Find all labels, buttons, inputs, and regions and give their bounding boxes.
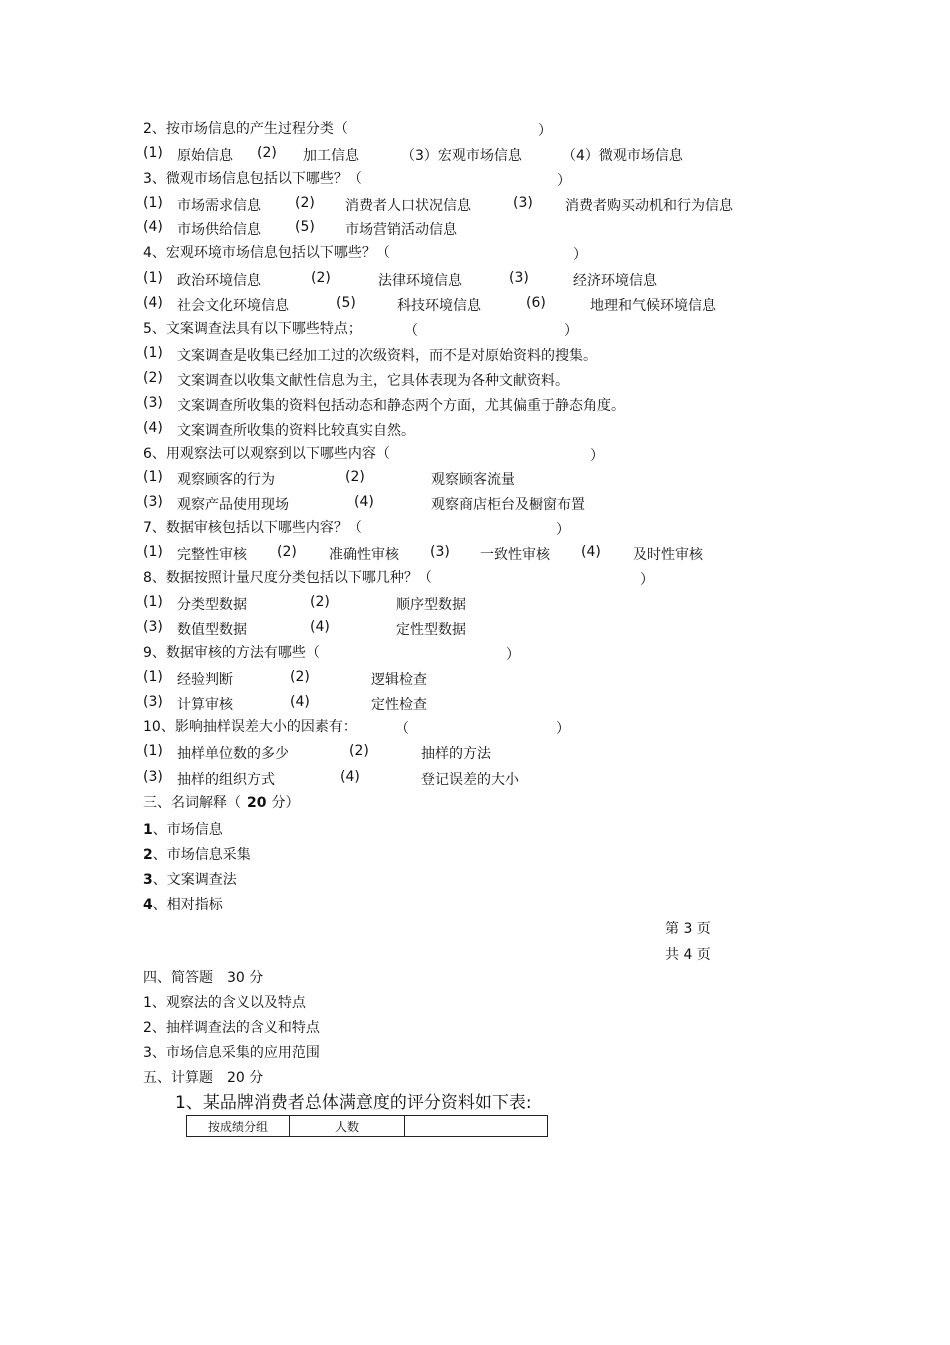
q8-opt1-num: (1) xyxy=(143,594,163,610)
q7-opt2: 准确性审核 xyxy=(329,547,399,563)
q2-opt3: （3）宏观市场信息 xyxy=(401,148,522,164)
q10-opt2-num: (2) xyxy=(349,743,369,759)
q5-open-paren: （ xyxy=(404,323,418,339)
sec3-item-text: 、市场信息 xyxy=(152,822,223,838)
q6-opt3-num: (3) xyxy=(143,494,163,510)
q10-opt2: 抽样的方法 xyxy=(421,746,491,762)
table-row xyxy=(187,1116,548,1137)
q4-opt6: 地理和气候环境信息 xyxy=(590,298,716,314)
sec4-item-1: 1、观察法的含义以及特点 xyxy=(143,995,306,1011)
q9-opt3: 计算审核 xyxy=(177,697,233,713)
q5-opt4-num: (4) xyxy=(143,420,163,436)
q8-title: 8、数据按照计量尺度分类包括以下哪几种？（ xyxy=(143,570,432,586)
sec5-heading xyxy=(143,1069,263,1087)
q3-opt4-num: (4) xyxy=(143,219,163,235)
q5-title: 5、文案调查法具有以下哪些特点； xyxy=(143,321,362,337)
q4-opt2: 法律环境信息 xyxy=(378,273,462,289)
q7-opt3-num: (3) xyxy=(430,544,450,560)
q3-opt1-num: (1) xyxy=(143,195,163,211)
q9-opt4-num: (4) xyxy=(290,694,310,710)
sec3-item-1 xyxy=(143,821,223,839)
table-header-empty xyxy=(405,1116,548,1137)
q4-opt5-num: (5) xyxy=(336,295,356,311)
q8-opt4: 定性型数据 xyxy=(396,622,466,638)
q6-opt1: 观察顾客的行为 xyxy=(177,472,275,488)
q6-opt2: 观察顾客流量 xyxy=(431,472,515,488)
sec4-heading xyxy=(143,969,263,987)
q10-opt3: 抽样的组织方式 xyxy=(177,772,275,788)
q8-opt2-num: (2) xyxy=(310,594,330,610)
sec3-item-3 xyxy=(143,871,237,889)
q10-close-paren: ） xyxy=(556,721,570,737)
q4-close-paren: ） xyxy=(573,247,587,263)
page-total: 共 4 页 xyxy=(665,947,711,963)
q7-opt4: 及时性审核 xyxy=(633,547,703,563)
sec3-item-text: 、相对指标 xyxy=(152,897,223,913)
sec3-title: 三、名词解释（ xyxy=(143,795,241,811)
q6-opt2-num: (2) xyxy=(345,469,365,485)
q9-opt1-num: (1) xyxy=(143,669,163,685)
q4-opt2-num: (2) xyxy=(311,270,331,286)
q7-opt2-num: (2) xyxy=(277,544,297,560)
q4-opt4-num: (4) xyxy=(143,295,163,311)
q8-opt1: 分类型数据 xyxy=(177,597,247,613)
q2-opt4: （4）微观市场信息 xyxy=(562,148,683,164)
sec4-score: 30 分 xyxy=(227,970,264,986)
q4-opt4: 社会文化环境信息 xyxy=(177,298,289,314)
q10-opt1: 抽样单位数的多少 xyxy=(177,746,289,762)
q4-opt3-num: (3) xyxy=(509,270,529,286)
q8-opt3: 数值型数据 xyxy=(177,622,247,638)
q3-close-paren: ） xyxy=(557,173,571,189)
q2-close-paren: ） xyxy=(538,123,552,139)
q10-title: 10、影响抽样误差大小的因素有： xyxy=(143,719,357,735)
q9-opt4: 定性检查 xyxy=(371,697,427,713)
q9-title: 9、数据审核的方法有哪些（ xyxy=(143,645,320,661)
q7-opt1-num: (1) xyxy=(143,544,163,560)
sec3-unit: 分） xyxy=(271,795,300,811)
q5-opt3-num: (3) xyxy=(143,395,163,411)
q3-title: 3、微观市场信息包括以下哪些？（ xyxy=(143,171,362,187)
q5-opt2-num: (2) xyxy=(143,370,163,386)
q3-opt3-num: (3) xyxy=(513,195,533,211)
q8-opt3-num: (3) xyxy=(143,619,163,635)
q5-opt2: 文案调查以收集文献性信息为主，它具体表现为各种文献资料。 xyxy=(177,373,569,389)
q6-opt4-num: (4) xyxy=(354,494,374,510)
sec3-item-4 xyxy=(143,896,223,914)
q9-opt1: 经验判断 xyxy=(177,672,233,688)
q9-opt2-num: (2) xyxy=(290,669,310,685)
q4-opt1: 政治环境信息 xyxy=(177,273,261,289)
sec5-title: 五、计算题 xyxy=(143,1070,213,1086)
sec3-item-num: 1 xyxy=(143,822,153,838)
q6-close-paren: ） xyxy=(590,448,604,464)
q9-opt3-num: (3) xyxy=(143,694,163,710)
q3-opt5-num: (5) xyxy=(295,219,315,235)
q5-opt1: 文案调查是收集已经加工过的次级资料，而不是对原始资料的搜集。 xyxy=(177,348,597,364)
q4-opt3: 经济环境信息 xyxy=(573,273,657,289)
q3-opt5: 市场营销活动信息 xyxy=(345,222,457,238)
q6-title: 6、用观察法可以观察到以下哪些内容（ xyxy=(143,446,390,462)
q7-title: 7、数据审核包括以下哪些内容？（ xyxy=(143,520,362,536)
q5-opt4: 文案调查所收集的资料比较真实自然。 xyxy=(177,423,415,439)
q4-title: 4、宏观环境市场信息包括以下哪些？（ xyxy=(143,245,390,261)
sec4-item-2: 2、抽样调查法的含义和特点 xyxy=(143,1020,320,1036)
sec3-heading xyxy=(143,794,299,812)
q5-close-paren: ） xyxy=(564,323,578,339)
q8-opt2: 顺序型数据 xyxy=(396,597,466,613)
sec5-score: 20 分 xyxy=(227,1070,264,1086)
q7-opt1: 完整性审核 xyxy=(177,547,247,563)
q5-opt1-num: (1) xyxy=(143,345,163,361)
q10-opt4: 登记误差的大小 xyxy=(421,772,519,788)
q6-opt1-num: (1) xyxy=(143,469,163,485)
sec3-score: 20 xyxy=(247,795,267,811)
q4-opt5: 科技环境信息 xyxy=(397,298,481,314)
q2-opt1: 原始信息 xyxy=(177,148,233,164)
q2-opt1-num: (1) xyxy=(143,145,163,161)
q7-close-paren: ） xyxy=(556,522,570,538)
q7-opt3: 一致性审核 xyxy=(480,547,550,563)
q2-opt2-num: (2) xyxy=(257,145,277,161)
q10-opt3-num: (3) xyxy=(143,769,163,785)
sec4-item-3: 3、市场信息采集的应用范围 xyxy=(143,1045,320,1061)
q10-open-paren: （ xyxy=(395,721,409,737)
q4-opt1-num: (1) xyxy=(143,270,163,286)
sec3-item-num: 4 xyxy=(143,897,153,913)
sec3-item-num: 2 xyxy=(143,847,153,863)
page-number: 第 3 页 xyxy=(665,921,711,937)
sec3-item-2 xyxy=(143,846,251,864)
sec3-item-text: 、市场信息采集 xyxy=(152,847,251,863)
q6-opt4: 观察商店柜台及橱窗布置 xyxy=(431,497,585,513)
sec5-question-1: 1、某品牌消费者总体满意度的评分资料如下表: xyxy=(175,1093,532,1113)
q3-opt2: 消费者人口状况信息 xyxy=(345,198,471,214)
q9-close-paren: ） xyxy=(506,647,520,663)
q2-opt2: 加工信息 xyxy=(303,148,359,164)
q6-opt3: 观察产品使用现场 xyxy=(177,497,289,513)
sec3-item-num: 3 xyxy=(143,872,153,888)
table-header-count: 人数 xyxy=(290,1116,405,1137)
q8-close-paren: ） xyxy=(640,572,654,588)
q3-opt4: 市场供给信息 xyxy=(177,222,261,238)
q4-opt6-num: (6) xyxy=(526,295,546,311)
q3-opt2-num: (2) xyxy=(295,195,315,211)
q2-title: 2、按市场信息的产生过程分类（ xyxy=(143,121,348,137)
table-header-score-group: 按成绩分组 xyxy=(187,1116,290,1137)
q5-opt3: 文案调查所收集的资料包括动态和静态两个方面，尤其偏重于静态角度。 xyxy=(177,398,625,414)
sec3-item-text: 、文案调查法 xyxy=(152,872,237,888)
q3-opt1: 市场需求信息 xyxy=(177,198,261,214)
q8-opt4-num: (4) xyxy=(310,619,330,635)
sec4-title: 四、简答题 xyxy=(143,970,213,986)
q9-opt2: 逻辑检查 xyxy=(371,672,427,688)
q3-opt3: 消费者购买动机和行为信息 xyxy=(565,198,733,214)
q10-opt4-num: (4) xyxy=(340,769,360,785)
score-table xyxy=(186,1115,548,1137)
q10-opt1-num: (1) xyxy=(143,743,163,759)
q7-opt4-num: (4) xyxy=(581,544,601,560)
